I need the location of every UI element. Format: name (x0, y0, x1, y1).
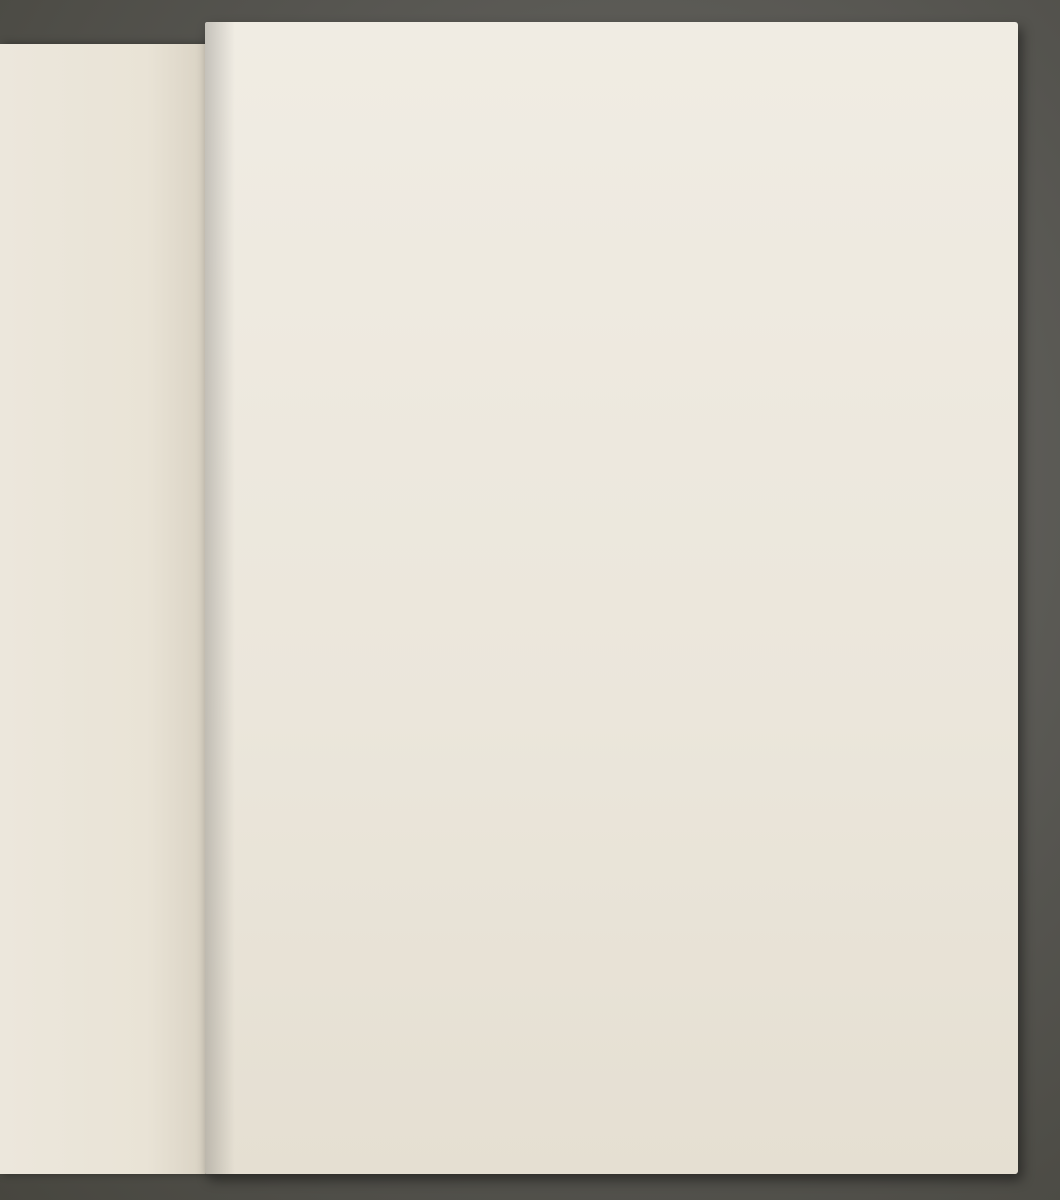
left-book-page (0, 44, 210, 1174)
right-book-page (205, 22, 1018, 1174)
